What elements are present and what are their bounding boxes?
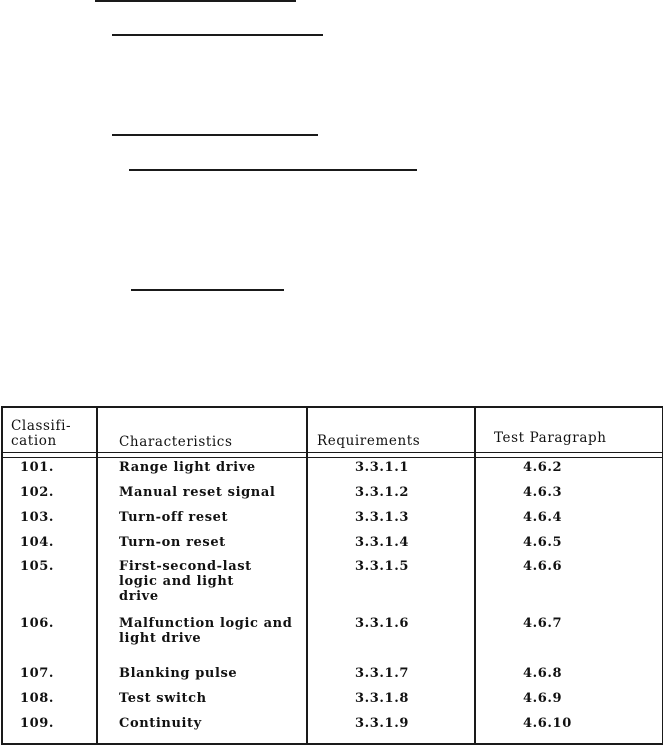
table-cell-requirements: 3.3.1.7 — [355, 666, 409, 681]
table-cell-requirements: 3.3.1.9 — [355, 716, 409, 731]
table-cell-test-paragraph: 4.6.9 — [523, 691, 563, 706]
table-cell-classification: 105. — [20, 559, 55, 574]
table-cell-characteristics: Manual reset signal — [119, 485, 276, 500]
rule-line — [95, 0, 296, 2]
table-cell-requirements: 3.3.1.4 — [355, 535, 409, 550]
table-cell-requirements: 3.3.1.3 — [355, 510, 409, 525]
table-cell-test-paragraph: 4.6.3 — [523, 485, 563, 500]
table-cell-characteristics: Turn-on reset — [119, 535, 226, 550]
table-cell-requirements: 3.3.1.6 — [355, 616, 409, 631]
table-cell-classification: 106. — [20, 616, 55, 631]
table-cell-characteristics: Blanking pulse — [119, 666, 238, 681]
table-cell-classification: 104. — [20, 535, 55, 550]
table-cell-classification: 108. — [20, 691, 55, 706]
table-cell-test-paragraph: 4.6.2 — [523, 460, 563, 475]
table-cell-characteristics: Turn-off reset — [119, 510, 229, 525]
table-cell-characteristics: First-second-last logic and light drive — [119, 559, 252, 604]
table-cell-test-paragraph: 4.6.6 — [523, 559, 563, 574]
table-cell-classification: 103. — [20, 510, 55, 525]
table-cell-classification: 107. — [20, 666, 55, 681]
rule-line — [112, 134, 318, 136]
header-classification: Classifi- cation — [11, 418, 72, 449]
table-cell-test-paragraph: 4.6.5 — [523, 535, 563, 550]
table-cell-classification: 109. — [20, 716, 55, 731]
table-cell-test-paragraph: 4.6.8 — [523, 666, 563, 681]
header-requirements: Requirements — [317, 433, 421, 449]
table-cell-classification: 101. — [20, 460, 55, 475]
rule-line — [129, 169, 417, 171]
rule-line — [112, 34, 323, 36]
table-cell-requirements: 3.3.1.1 — [355, 460, 409, 475]
table-cell-test-paragraph: 4.6.7 — [523, 616, 563, 631]
header-characteristics: Characteristics — [119, 434, 233, 450]
column-divider — [306, 408, 308, 743]
table-cell-requirements: 3.3.1.2 — [355, 485, 409, 500]
header-separator — [3, 452, 662, 458]
column-divider — [96, 408, 98, 743]
header-test-paragraph: Test Paragraph — [494, 430, 607, 446]
table-cell-characteristics: Malfunction logic and light drive — [119, 616, 293, 646]
rule-line — [131, 289, 284, 291]
table-cell-characteristics: Test switch — [119, 691, 207, 706]
classification-table — [1, 406, 663, 745]
table-cell-test-paragraph: 4.6.4 — [523, 510, 563, 525]
table-cell-characteristics: Range light drive — [119, 460, 256, 475]
table-cell-characteristics: Continuity — [119, 716, 202, 731]
column-divider — [474, 408, 476, 743]
table-cell-requirements: 3.3.1.5 — [355, 559, 409, 574]
table-cell-classification: 102. — [20, 485, 55, 500]
table-cell-test-paragraph: 4.6.10 — [523, 716, 572, 731]
table-cell-requirements: 3.3.1.8 — [355, 691, 409, 706]
